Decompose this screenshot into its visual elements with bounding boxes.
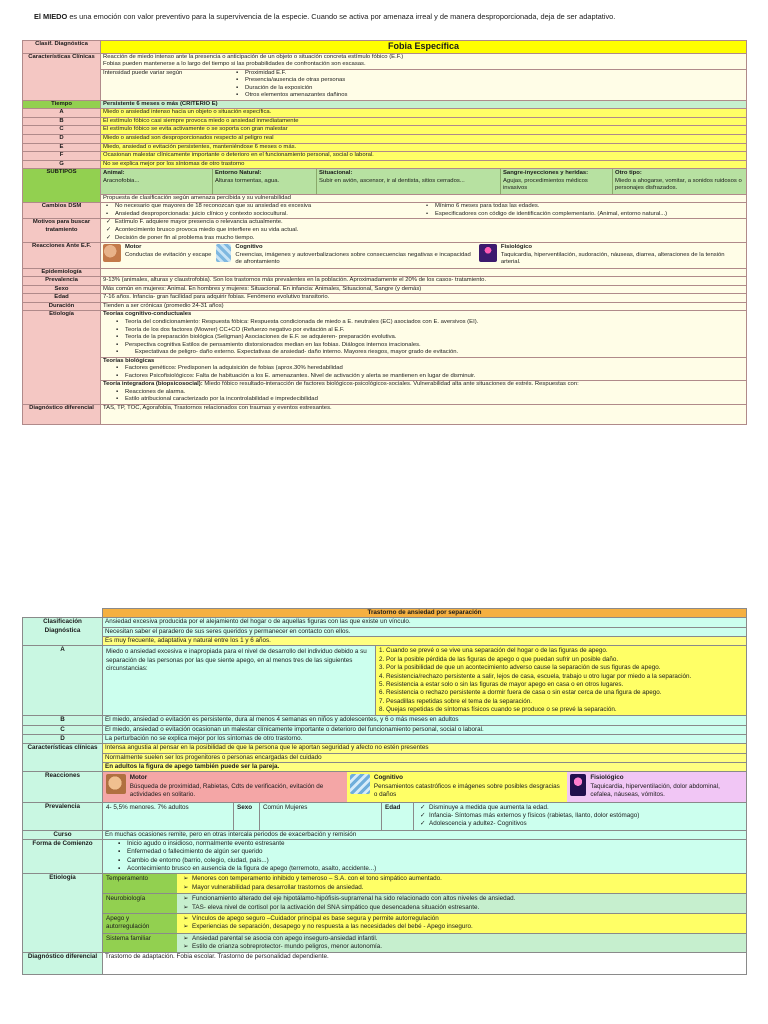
sep-crit-text: El miedo, ansiedad o evitación ocasionan un malestar clínicamente importante o deterioro del funcionamiento personal, social o laboral. bbox=[103, 725, 747, 734]
crit-text: Miedo, ansiedad o evitación persistentes, manteniéndose 6 meses o más. bbox=[101, 143, 747, 152]
crit-text: No se explica mejor por los síntomas de otro trastorno bbox=[101, 160, 747, 169]
sep-crit-letter: B bbox=[23, 716, 103, 725]
sep-a-label: A bbox=[23, 646, 103, 716]
sep-clas-line: Es muy frecuente, adaptativa y natural entre los 1 y 6 años. bbox=[103, 637, 747, 646]
epi-label: Epidemiología bbox=[23, 268, 101, 277]
dur-label: Duración bbox=[23, 302, 101, 311]
sep-crit-letter: C bbox=[23, 725, 103, 734]
sep-dd-text: Trastorno de adaptación. Fobia escolar. Trastorno de personalidad dependiente. bbox=[103, 953, 747, 975]
sep-etio-label: Etiología bbox=[23, 874, 103, 953]
intensity-cell: Intensidad puede variar según ▪ Proximidad E.F. ▪ Presencia/ausencia de otras personas ▪ Duración de la exposición ▪ Otros elementos amenazantes dañinos bbox=[101, 69, 747, 100]
crit-letter: F bbox=[23, 152, 101, 161]
sep-forma-label: Forma de Comienzo bbox=[23, 839, 103, 873]
etio-label: Etiología bbox=[23, 311, 101, 405]
sep-crit-text: El miedo, ansiedad o evitación es persistente, dura al menos 4 semanas en niños y adolescentes, y 6 o más meses en adultos bbox=[103, 716, 747, 725]
sep-clas-label: Clasificación Diagnóstica bbox=[23, 618, 103, 646]
sep-cc-label: Características clínicas bbox=[23, 744, 103, 772]
caract-lines: Reacción de miedo intenso ante la presencia o anticipación de un objeto o situación concreta estímulo fóbico (E.F.) Fobias pueden mantenerse a lo largo del tiempo si las probabilidades de confrontación son escasas. bbox=[101, 53, 747, 69]
sep-curso-label: Curso bbox=[23, 830, 103, 839]
fobia-title: Fobia Específica bbox=[101, 41, 747, 54]
crit-text: Ocasionan malestar clínicamente importante o deterioro en el funcionamiento personal, social o laboral. bbox=[101, 152, 747, 161]
sep-cc-line: Intensa angustia al pensar en la posibilidad de que la persona que le aportan seguridad y afecto no estén presentes bbox=[103, 744, 747, 753]
sep-cc-line: En adultos la figura de apego también puede ser la pareja. bbox=[103, 763, 747, 772]
dur-text: Tienden a ser crónicas (promedio 24-31 años) bbox=[101, 302, 747, 311]
caract-label: Características Clínicas bbox=[23, 53, 101, 100]
sep-prev-label: Prevalencia bbox=[23, 802, 103, 830]
header-label: Clasif. Diagnóstica bbox=[23, 41, 101, 54]
prev-label: Prevalencia bbox=[23, 277, 101, 286]
motor-icon bbox=[103, 244, 121, 262]
prev-text: 9-13% (animales, alturas y claustrofobia). Son los trastornos más prevalentes en la población. Aproximadamente el 20% de los casos- tratamiento. bbox=[101, 277, 747, 286]
motor-icon bbox=[106, 774, 126, 794]
edad-label: Edad bbox=[23, 294, 101, 303]
sep-dd-label: Diagnóstico diferencial bbox=[23, 953, 103, 975]
dd-text: TAS, TP, TOC, Agorafobia, Trastornos relacionados con traumas y eventos estresantes. bbox=[101, 405, 747, 425]
crit-letter: E bbox=[23, 143, 101, 152]
sep-reac-cell: Motor Búsqueda de proximidad, Rabietas, Cdts de verificación, evitación de actividades en solitario. Cognitivo Pensamientos catastróficos e imágenes sobre posibles desgracias o daños Fisiológico Taquicardia, hiperventilación, dolor abdominal, cefalea, náuseas, vómitos. bbox=[103, 772, 747, 802]
reacciones-label: Reacciones Ante E.F. bbox=[23, 243, 101, 269]
intro-text: El MIEDO es una emoción con valor preventivo para la supervivencia de la especie. Cuando se activa por amenaza irreal y de manera desproporcionada, deja de ser adaptativo. bbox=[34, 12, 616, 21]
crit-letter: B bbox=[23, 117, 101, 126]
crit-letter: D bbox=[23, 134, 101, 143]
sep-a-cell: Miedo o ansiedad excesiva e inapropiada para el nivel de desarrollo del individuo debido a su separación de las personas por las que siente apego, en al menos tres de las siguientes circunstancias: 1. Cuando se prevé o se vive una separación del hogar o de las figuras de apego. 2. Por la posible pérdida de las figuras de apego o que puedan sufrir un posible daño. 3. Por la posibilidad de que un acontecimiento adverso cause la separación de sus figuras de apego. 4. Resistencia/rechazo persistente a salir, lejos de casa, escuela, trabajo u otro lugar por miedo a la separación. 5. Resistencia a estar solo o sin las figuras de mayor apego en casa o en otros lugares. 6. Resistencia o rechazo persistente a dormir fuera de casa o sin estar cerca de una figura de apego. 7. Pesadillas repetidas sobre el tema de la separación. 8. Quejas repetidas de síntomas físicos cuando se produce o se prevé la separación. bbox=[103, 646, 747, 716]
subtipos-note: Propuesta de clasificación según amenaza percibida y su vulnerabilidad bbox=[101, 194, 747, 203]
etio-int: Teoría integradora (biopsicosocial): Miedo fóbico resultado-interacción de factores biológicos-psicológicos-sociales. Vulnerabilidad alta ante situaciones de estrés. Respuestas con: ▪ Reacciones de alarma. ▪ Estilo atribucional caracterizado por la incontrolabilidad e impredecibilidad bbox=[101, 381, 747, 405]
crit-text: Miedo o ansiedad son desproporcionados respecto al peligro real bbox=[101, 134, 747, 143]
separacion-table bbox=[22, 608, 747, 975]
sep-crit-text: La perturbación no se explica mejor por los síntomas de otro trastorno. bbox=[103, 735, 747, 744]
sep-crit-letter: D bbox=[23, 735, 103, 744]
sep-cc-line: Normalmente suelen ser los progenitores o personas encargadas del cuidado bbox=[103, 753, 747, 762]
sep-reac-label: Reacciones bbox=[23, 772, 103, 802]
crit-letter: A bbox=[23, 109, 101, 118]
cognitive-icon bbox=[216, 244, 231, 262]
edad-text: 7-16 años. Infancia- gran facilidad para adquirir fobias. Fenómeno evolutivo transitorio. bbox=[101, 294, 747, 303]
crit-text: El estímulo fóbico casi siempre provoca miedo o ansiedad inmediatamente bbox=[101, 117, 747, 126]
motivos-label: Motivos para buscar tratamiento bbox=[23, 219, 101, 243]
dsm-label: Cambios DSM bbox=[23, 203, 101, 219]
sep-title: Trastorno de ansiedad por separación bbox=[103, 609, 747, 618]
crit-text: El estímulo fóbico se evita activamente o se soporta con gran malestar bbox=[101, 126, 747, 135]
physiology-icon bbox=[479, 244, 497, 262]
cognitive-icon bbox=[350, 774, 370, 794]
sep-prev-cell: 4- 5,5% menores. 7% adultos Sexo Común Mujeres Edad ✓ Disminuye a medida que aumenta la edad. ✓ Infancia- Síntomas más externos y físicos (rabietas, llanto, dolor estómago) ✓ Adolescencia y adultez- Cognitivos bbox=[103, 802, 747, 830]
crit-text: Miedo o ansiedad intenso hacia un objeto o situación específica. bbox=[101, 109, 747, 118]
sep-forma-cell: ▪ Inicio agudo o insidioso, normalmente evento estresante ▪ Enfermedad o fallecimiento de algún ser querido ▪ Cambio de entorno (barrio, colegio, ciudad, país...) ▪ Acontecimiento brusco en ausencia de la figura de apego (terremoto, asalto, accidente...) bbox=[103, 839, 747, 873]
sep-etio-cell: Temperamento ➢ Menores con temperamento inhibido y temeroso – S.A. con el tono simpático aumentado. ➢ Mayor vulnerabilidad para desarrollar trastornos de ansiedad. Neurobiología ➢ Funcionamiento alterado del eje hipotálamo-hipófisis-suprarrenal ha sido relacionado con altos niveles de ansiedad. ➢ TAS- eleva nivel de cortisol por la activación del SNA simpático que desencadena situación estresante. Apego y autorregulación ➢ Vínculos de apego seguro –Cuidador principal es base segura y permite autorregulación ➢ Experiencias de separación, desapego y no respuesta a las necesidades del bebé - Apego inseguro. Sistema familiar ➢ Ansiedad parental se asocia con apego inseguro-ansiedad infantil. ➢ Estilo de crianza sobreprotector- mundo peligros, menor autonomía. bbox=[103, 874, 747, 953]
sep-clas-line: Necesitan saber el paradero de sus seres queridos y permanecer en contacto con ellos. bbox=[103, 627, 747, 636]
physiology-icon bbox=[570, 774, 586, 796]
tiempo-text: Persistente 6 meses o más (CRITERIO E) bbox=[101, 100, 747, 109]
subtipos-label: SUBTIPOS bbox=[23, 169, 101, 203]
fobia-table bbox=[22, 40, 747, 425]
tiempo-label: Tiempo bbox=[23, 100, 101, 109]
crit-letter: C bbox=[23, 126, 101, 135]
reacciones-cell: Motor Conductas de evitación y escape Cognitivo Creencias, imágenes y autoverbalizaciones sobre consecuencias negativas e incapacidad de afrontamiento Fisiológico Taquicardia, hiperventilación, sudoración, náuseas, diarrea, alteraciones de la tensión arterial. bbox=[101, 243, 747, 269]
dsm-cell: • No necesario que mayores de 18 reconozcan que su ansiedad es excesiva • Ansiedad desproporcionada: juicio clínico y contexto sociocultural. • Mínimo 6 meses para todas las edades. • Especificadores con código de identificación complementario. (Animal, entorno natural...) bbox=[101, 203, 747, 219]
etio-cc: Teorías cognitivo-conductuales ▪ Teoría del condicionamiento: Respuesta fóbica: Respuesta condicionada de miedo a E. neutrales (EC) asociados con E. aversivos (EI). ▪ Teoría de los dos factores (Mowrer) CC+CO (Refuerzo negativo por evitación al E.F. ▪ Teoría de la preparación biológica (Seligman) Asociaciones de E.F. se adquieren- preparación evolutiva. ▪ Perspectiva cognitiva Estilos de pensamiento distorsionados median en las fobias. Diálogos internos irracionales. ▪ Expectativas de peligro- daño externo. Expectativas de ansiedad- daño interno. Mayores riesgos, mayor grado de evitación. bbox=[101, 311, 747, 357]
sep-clas-line: Ansiedad excesiva producida por el alejamiento del hogar o de aquellas figuras con las que existe un vínculo. bbox=[103, 618, 747, 627]
motivos-cell: ✓ Estímulo F. adquiere mayor presencia o relevancia actualmente. ✓ Acontecimiento brusco provoca miedo que interfiere en su vida actual. ✓ Decisión de poner fin al problema tras mucho tiempo. bbox=[101, 219, 747, 243]
etio-bio: Teorías biológicas ▪ Factores genéticos: Predisponen la adquisición de fobias (aprox.30% heredabilidad ▪ Factores Psicofisiológicos: Falta de habituación a los E. amenazantes. Nivel de activación y alerta se mantienen en lugar de disminuir. bbox=[101, 357, 747, 381]
sexo-text: Más común en mujeres: Animal. En hombres y mujeres: Situacional. En infancia: Animales, Situacional, Sangre (y demás) bbox=[101, 285, 747, 294]
subtipos-row: Animal: Aracnofobia... Entorno Natural: Alturas tormentas, agua. Situacional: Subir en avión, ascensor, ir al dentista, sitios cerrados... Sangre-inyecciones y heridas: Agujas, procedimientos médicos invasivos Otro tipo: Miedo a ahogarse, vomitar, a sonidos ruidosos o personajes disfrazados. bbox=[101, 169, 747, 195]
crit-letter: G bbox=[23, 160, 101, 169]
sexo-label: Sexo bbox=[23, 285, 101, 294]
sep-curso-text: En muchas ocasiones remite, pero en otras intercala periodos de exacerbación y remisión bbox=[103, 830, 747, 839]
dd-label: Diagnóstico diferencial bbox=[23, 405, 101, 425]
